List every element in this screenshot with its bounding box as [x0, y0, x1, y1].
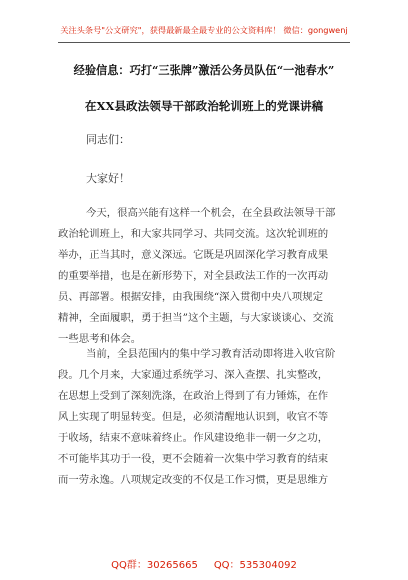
paragraph-line: 段。几个月来，大家通过系统学习、深入查摆、扎实整改， [58, 369, 329, 381]
document-title-line-1: 经验信息：巧打“三张牌”激活公务员队伍“一池春水” [73, 63, 335, 77]
document-title-line-2: 在XX县政法领导干部政治轮训班上的党课讲稿 [84, 99, 324, 113]
paragraph-line: 举办，正当其时，意义深远。它既是巩固深化学习教育成果 [58, 249, 329, 261]
greeting: 大家好！ [86, 172, 130, 185]
paragraph-1 [58, 203, 358, 350]
footer-contact [0, 556, 408, 571]
header-note: 关注头条号"公文研究"，获得最新最全最专业的公文资料库！ 微信：gongwenj [60, 25, 348, 35]
paragraph-line: 的重要举措，也是在新形势下，对全县政法工作的一次再动 [58, 270, 329, 282]
paragraph-line: 政治轮训班上，和大家共同学习、共同交流。这次轮训班的 [58, 228, 329, 240]
paragraph-line: 今天，很高兴能有这样一个机会，在全县政法领导干部 [86, 207, 336, 219]
paragraph-line: 不可能毕其功于一役，更不会随着一次集中学习教育的结束 [58, 453, 329, 465]
paragraph-line: 精神，全面履职，勇于担当”这个主题，与大家谈谈心、交流 [58, 312, 334, 324]
paragraph-line: 在思想上受到了深刻洗涤，在政治上得到了有力锤炼，在作 [58, 390, 329, 402]
paragraph-line: 于收场，结束不意味着终止。作风建设绝非一朝一夕之功， [58, 432, 329, 444]
paragraph-line: 一些思考和体会。 [58, 333, 142, 345]
header-divider [58, 42, 350, 43]
paragraph-line: 而一劳永逸。八项规定改变的不仅是工作习惯，更是思维方 [58, 474, 329, 486]
paragraph-line: 风上实现了明显转变。但是，必须清醒地认识到，收官不等 [58, 411, 329, 423]
salutation: 同志们： [86, 133, 130, 146]
paragraph-line: 当前，全县范围内的集中学习教育活动即将进入收官阶 [86, 348, 336, 360]
footer-qq-number: QQ：535304092 [213, 560, 297, 571]
paragraph-line: 员、再部署。根据安排，由我围绕“深入贯彻中央八项规定 [58, 291, 324, 303]
paragraph-2 [58, 344, 358, 491]
footer-qq-group: QQ群：30265665 [111, 560, 198, 571]
